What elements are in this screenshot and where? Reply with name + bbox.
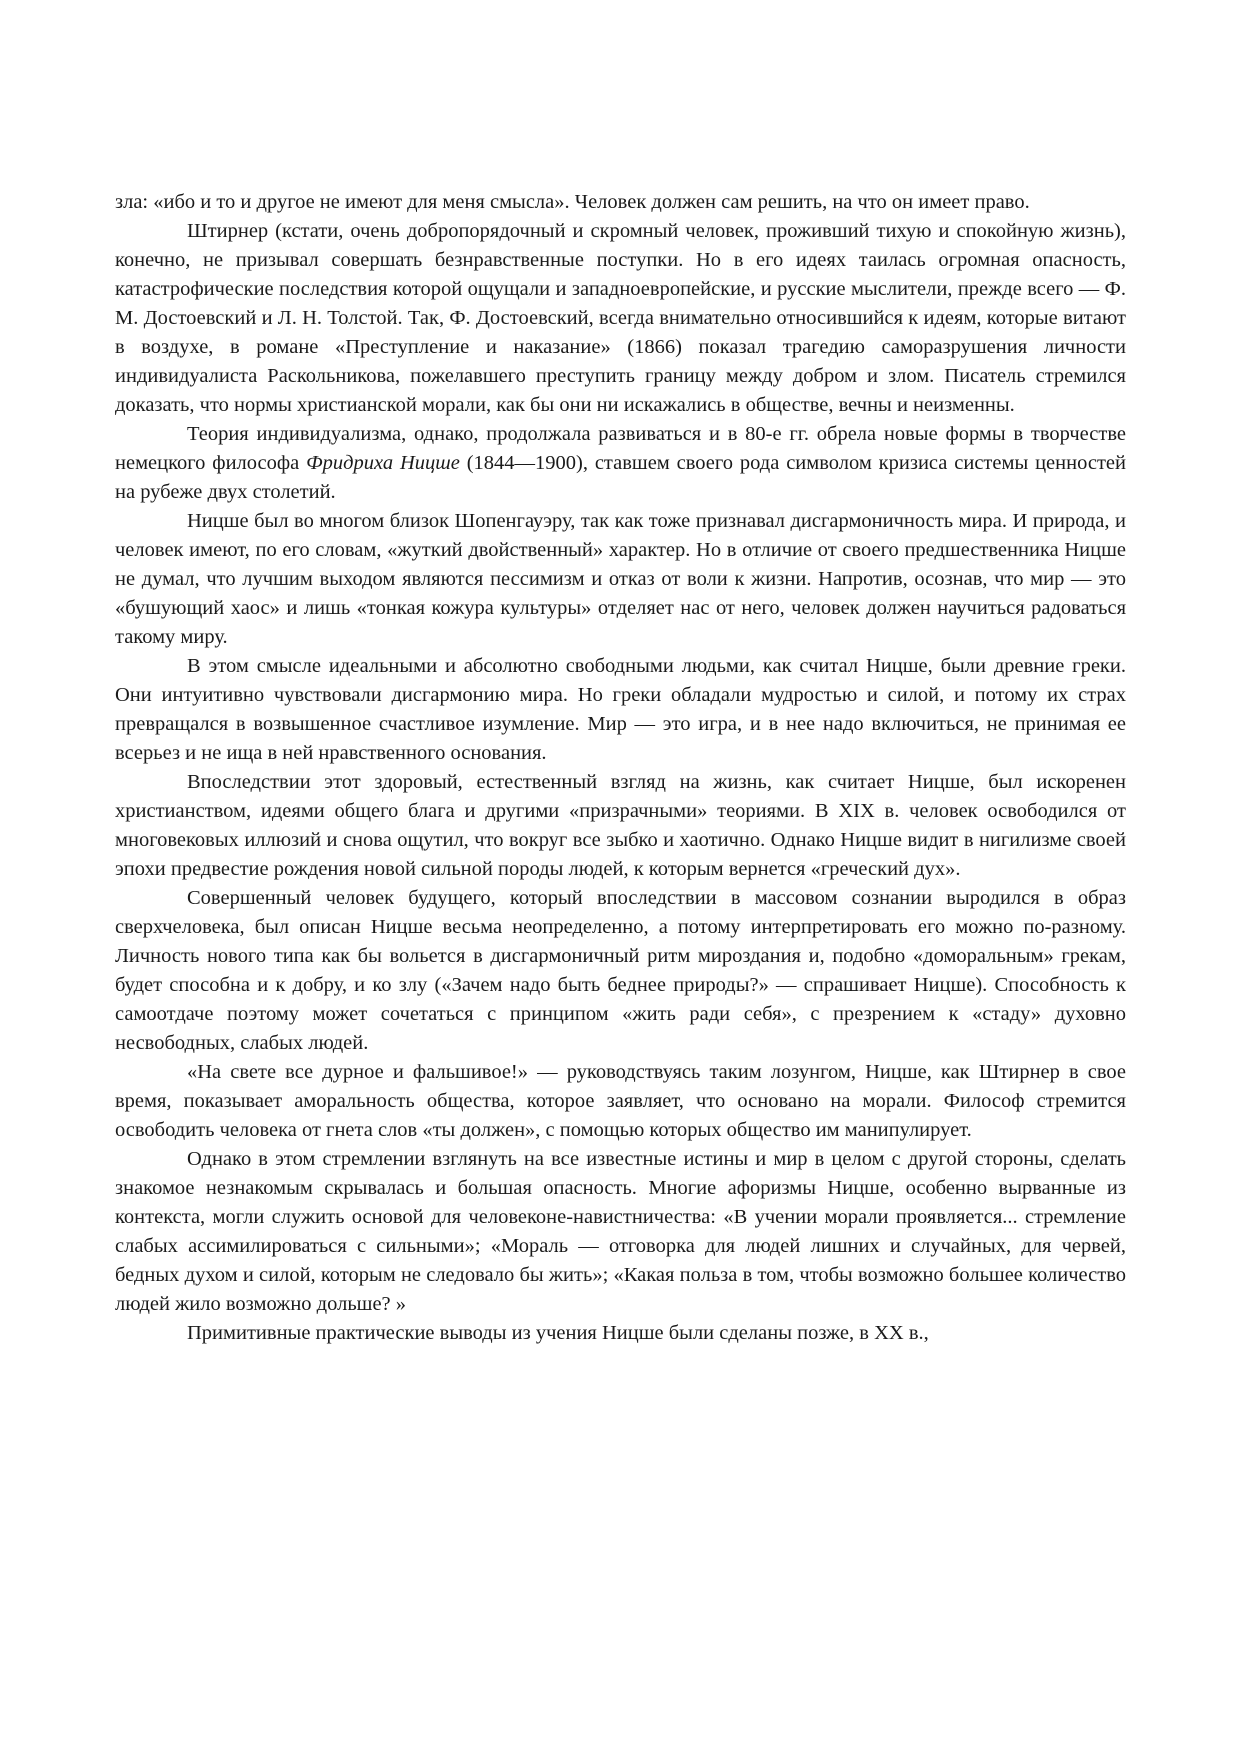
paragraph-4: Ницше был во многом близок Шопенгауэру, так как тоже признавал дисгармоничность мира. И природа, и человек имеют, по его словам, «жуткий двойственный» характер. Но в отличие от своего предшественника Ницше не думал, что лучшим выходом являются пессимизм и отказ от воли к жизни. Напротив, осознав, что мир — это «бушующий хаос» и лишь «тонкая кожура культуры» отделяет нас от него, человек должен научиться радоваться такому миру. [115, 510, 1126, 648]
paragraph-2: Штирнер (кстати, очень добропорядочный и скромный человек, проживший тихую и спокойную жизнь), конечно, не призывал совершать безнравственные поступки. Но в его идеях таилась огромная опасность, катастрофические последствия которой ощущали и западноевропейские, и русские мыслители, прежде всего — Ф. М. Достоевский и Л. Н. Толстой. Так, Ф. Достоевский, всегда внимательно относившийся к идеям, которые витают в воздухе, в романе «Преступление и наказание» (1866) показал трагедию саморазрушения личности индивидуалиста Раскольникова, пожелавшего преступить границу между добром и злом. Писатель стремился доказать, что нормы христианской морали, как бы они ни искажались в обществе, вечны и неизменны. [115, 220, 1126, 416]
document-page [115, 188, 1126, 1348]
paragraph-3-before: Теория индивидуализма, однако, продолжала развиваться и в 80-е гг. обрела новые формы в творчестве немецкого философа [115, 423, 1126, 474]
nietzsche-name-italic: Фридриха Ницше [306, 452, 460, 474]
paragraph-9: Однако в этом стремлении взглянуть на все известные истины и мир в целом с другой стороны, сделать знакомое незнакомым скрывалась и большая опасность. Многие афоризмы Ницше, особенно вырванные из контекста, могли служить основой для человеконе-навистничества: «В учении морали проявляется... стремление слабых ассимилироваться с сильными»; «Мораль — отговорка для людей лишних и случайных, для червей, бедных духом и силой, которым не следовало бы жить»; «Какая польза в том, чтобы возможно большее количество людей жило возможно дольше? » [115, 1148, 1126, 1315]
paragraph-7: Совершенный человек будущего, который впоследствии в массовом сознании выродился в образ сверхчеловека, был описан Ницше весьма неопределенно, а потому интерпретировать его можно по-разному. Личность нового типа как бы вольется в дисгармоничный ритм мироздания и, подобно «доморальным» грекам, будет способна и к добру, и ко злу («Зачем надо быть беднее природы?» — спрашивает Ницше). Способность к самоотдаче поэтому может сочетаться с принципом «жить ради себя», с презрением к «стаду» духовно несвободных, слабых людей. [115, 887, 1126, 1054]
paragraph-6: Впоследствии этот здоровый, естественный взгляд на жизнь, как считает Ницше, был искоренен христианством, идеями общего блага и другими «призрачными» теориями. В XIX в. человек освободился от многовековых иллюзий и снова ощутил, что вокруг все зыбко и хаотично. Однако Ницше видит в нигилизме своей эпохи предвестие рождения новой сильной породы людей, к которым вернется «греческий дух». [115, 771, 1126, 880]
paragraph-1: зла: «ибо и то и другое не имеют для меня смысла». Человек должен сам решить, на что он имеет право. [115, 191, 1030, 213]
paragraph-3 [115, 420, 1126, 507]
paragraph-10: Примитивные практические выводы из учения Ницше были сделаны позже, в XX в., [187, 1322, 929, 1344]
paragraph-5: В этом смысле идеальными и абсолютно свободными людьми, как считал Ницше, были древние греки. Они интуитивно чувствовали дисгармонию мира. Но греки обладали мудростью и силой, и потому их страх превращался в возвышенное счастливое изумление. Мир — это игра, и в нее надо включиться, не принимая ее всерьез и не ища в ней нравственного основания. [115, 655, 1126, 764]
paragraph-3-after: (1844—1900), ставшем своего рода символом кризиса системы ценностей на рубеже двух столетий. [115, 452, 1126, 503]
paragraph-8: «На свете все дурное и фальшивое!» — руководствуясь таким лозунгом, Ницше, как Штирнер в свое время, показывает аморальность общества, которое заявляет, что основано на морали. Философ стремится освободить человека от гнета слов «ты должен», с помощью которых общество им манипулирует. [115, 1061, 1126, 1141]
